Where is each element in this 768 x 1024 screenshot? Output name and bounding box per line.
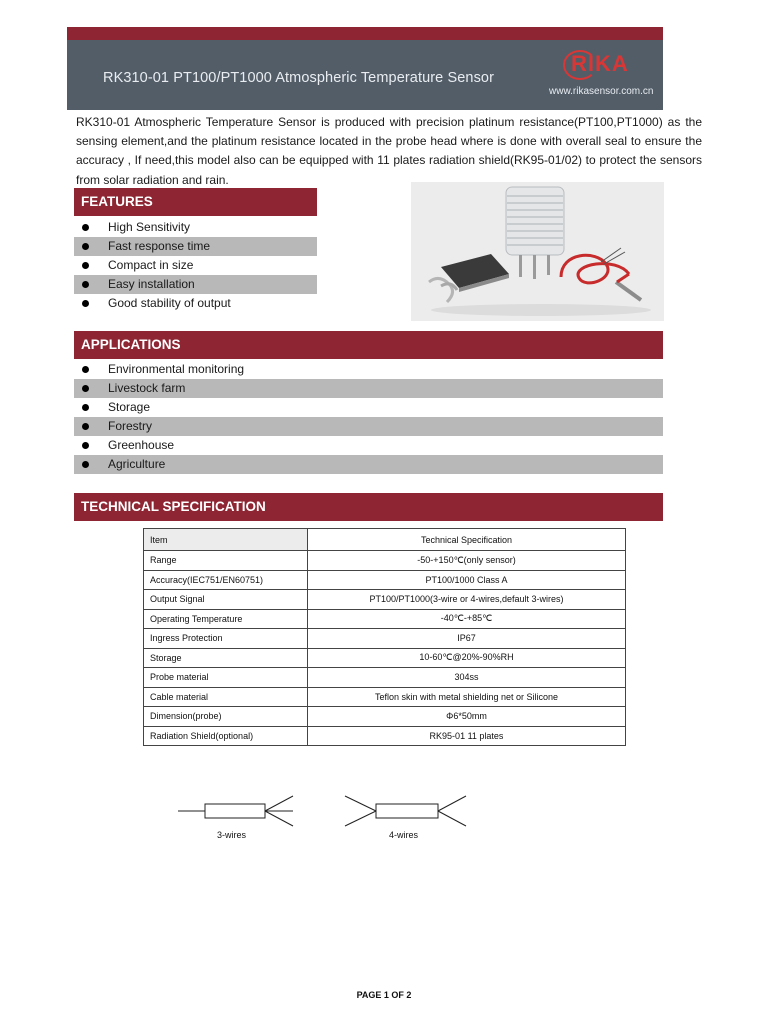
spec-item-cell: Storage [144,648,308,668]
spec-item-cell: Operating Temperature [144,609,308,629]
feature-item-label: Easy installation [108,277,195,291]
spec-item-cell: Ingress Protection [144,629,308,649]
spec-item-cell: Probe material [144,668,308,688]
spec-item-cell: Range [144,551,308,571]
application-item-label: Forestry [108,419,153,433]
three-wire-diagram-icon [178,796,293,826]
feature-item [74,256,317,275]
bullet-icon [82,224,89,231]
applications-heading: APPLICATIONS [74,331,663,359]
spec-row [144,629,626,649]
application-item [74,379,663,398]
spec-item-cell: Radiation Shield(optional) [144,726,308,746]
feature-item-label: Compact in size [108,258,194,272]
four-wire-diagram-icon [345,796,466,826]
bullet-icon [82,300,89,307]
spec-row [144,570,626,590]
spec-value-cell: Φ6*50mm [308,707,626,727]
features-list [74,218,317,313]
bullet-icon [82,385,89,392]
spec-value-cell: 304ss [308,668,626,688]
bullet-icon [82,461,89,468]
application-item-label: Greenhouse [108,438,175,452]
bullet-icon [82,243,89,250]
feature-item [74,294,317,313]
spec-table-header [144,529,626,551]
spec-value-cell: Teflon skin with metal shielding net or Silicone [308,687,626,707]
spec-value-cell: PT100/PT1000(3-wire or 4-wires,default 3-wires) [308,590,626,610]
bullet-icon [82,442,89,449]
feature-item [74,218,317,237]
application-item [74,436,663,455]
header-accent-bar [67,27,663,40]
spec-item-cell: Accuracy(IEC751/EN60751) [144,570,308,590]
page-number: PAGE 1 OF 2 [356,990,412,1000]
spec-header-item: Item [144,529,308,551]
application-item-label: Livestock farm [108,381,186,395]
spec-value-cell: RK95-01 11 plates [308,726,626,746]
application-item-label: Agriculture [108,457,166,471]
three-wire-label: 3-wires [217,830,247,840]
spec-value-cell: PT100/1000 Class A [308,570,626,590]
logo-text: RIKA [571,51,629,76]
spec-row [144,707,626,727]
application-item-label: Environmental monitoring [108,362,245,376]
spec-row [144,648,626,668]
sensor-product-image [411,182,664,321]
feature-item [74,237,317,256]
spec-row [144,551,626,571]
spec-row [144,590,626,610]
application-item [74,360,663,379]
spec-table [143,528,626,746]
feature-item-label: Fast response time [108,239,211,253]
company-url: www.rikasensor.com.cn [549,86,654,97]
spec-item-cell: Dimension(probe) [144,707,308,727]
bullet-icon [82,423,89,430]
wiring-diagram [0,790,768,850]
spec-row [144,668,626,688]
spec-heading: TECHNICAL SPECIFICATION [74,493,663,521]
spec-value-cell: IP67 [308,629,626,649]
spec-item-cell: Cable material [144,687,308,707]
application-item-label: Storage [108,400,151,414]
spec-row [144,687,626,707]
rika-logo [563,50,639,82]
page-header [67,40,663,110]
features-heading: FEATURES [74,188,317,216]
bullet-icon [82,281,89,288]
spec-value-cell: -50-+150℃(only sensor) [308,551,626,571]
page-title: RK310-01 PT100/PT1000 Atmospheric Temperature Sensor [103,70,495,86]
feature-item [74,275,317,294]
spec-header-value: Technical Specification [308,529,626,551]
application-item [74,398,663,417]
bullet-icon [82,366,89,373]
spec-row [144,609,626,629]
spec-value-cell: -40℃-+85℃ [308,609,626,629]
spec-item-cell: Output Signal [144,590,308,610]
applications-list [74,360,663,474]
spec-value-cell: 10-60℃@20%-90%RH [308,648,626,668]
bullet-icon [82,404,89,411]
bullet-icon [82,262,89,269]
feature-item-label: Good stability of output [108,296,231,310]
application-item [74,455,663,474]
spec-row [144,726,626,746]
feature-item-label: High Sensitivity [108,220,191,234]
application-item [74,417,663,436]
four-wire-label: 4-wires [389,830,419,840]
product-photo [411,182,664,321]
intro-paragraph: RK310-01 Atmospheric Temperature Sensor is produced with precision platinum resistance(PT100,PT1000) as the sensing element,and the platinum resistance located in the probe head where is done with overall seal to ensure the accuracy , If need,this model also can be equipped with 11 plates radiation shield(RK95-01/02) to protect the sensors from solar radiation and rain. [76,115,702,187]
